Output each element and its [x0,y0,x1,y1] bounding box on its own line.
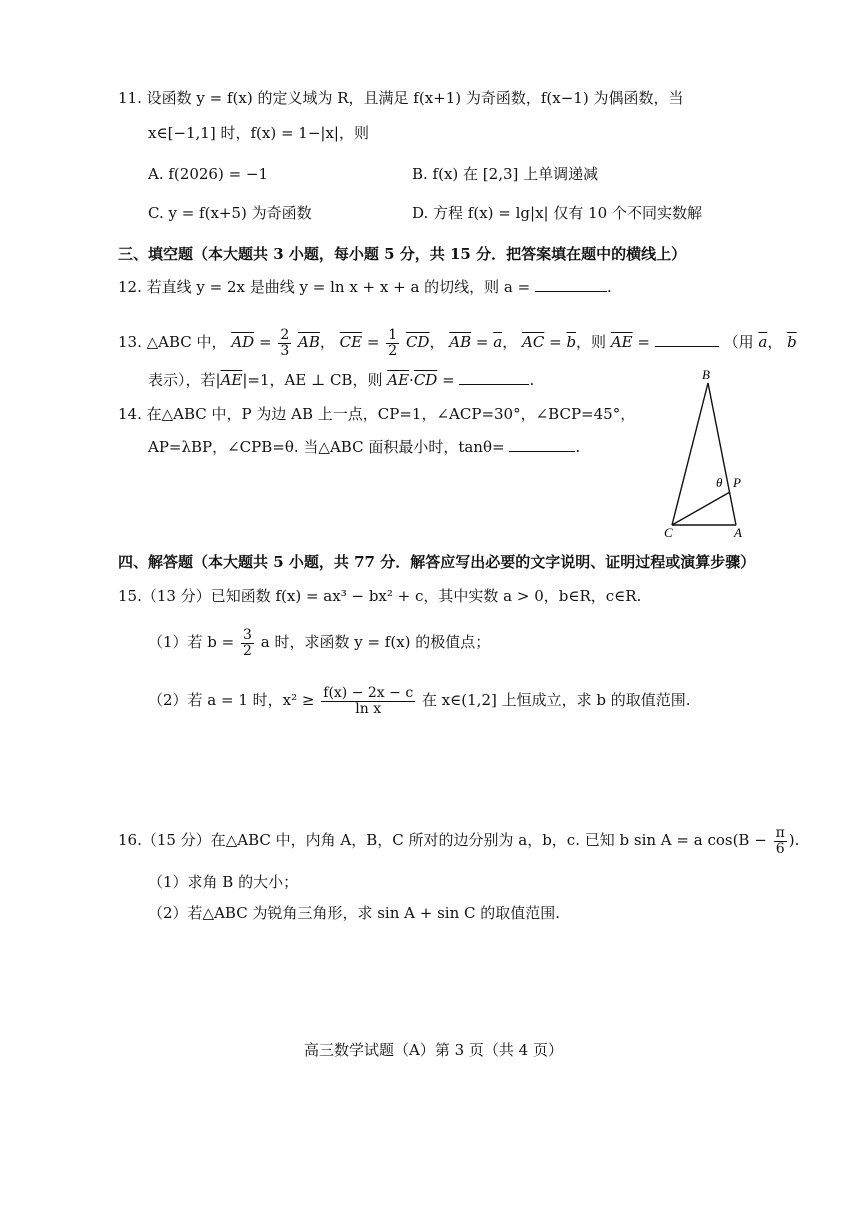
q13-eq-c: = [475,333,489,351]
q13-hint: （用 [723,333,754,351]
q13-frac1-num: 2 [280,326,290,343]
q16-pi-den: 6 [775,840,785,857]
q13-frac1-den: 3 [280,342,290,359]
q13-frac-two-thirds [278,328,291,359]
q13-line1: 13. △ABC 中， $\overline{AD}$ = $\frac{2}{3}$ $\overline{AB}$， $\overline{CE}$ = $\frac{1}{2}$ $\overline{CD}$， $\overline{AB} = \overline{a}$， $\overline{AC} = \overline{b}$，则 $\overline{AE}$ = （用 $\overline{a}$， $\overline{b}$ [118,326,797,359]
q13-label: 13. △ABC 中， [118,333,227,351]
q13-eq-d: = [549,333,562,351]
q16-part1: （1）求角 B 的大小； [148,873,299,891]
q15-p2-post: 在 x∈(1,2] 上恒成立，求 b 的取值范围. [421,691,691,709]
q14-answer-blank [509,437,575,452]
figure-label-b: B [702,367,710,382]
section3-heading: 三、填空题（本大题共 3 小题，每小题 5 分，共 15 分．把答案填在题中的横线上） [118,245,687,263]
q15-part1 [148,622,490,662]
q13-vec-b: $\overline{b}$ [566,333,577,351]
q15-frac-inequality [321,686,415,717]
q15-p2-num: f(x) − 2x − c [323,684,414,701]
page-footer: 高三数学试题（A）第 3 页（共 4 页） [304,1041,563,1059]
q14-line1: 14. 在△ABC 中，P 为边 AB 上一点，CP=1，∠ACP=30°，∠BCP=45°， [118,405,636,423]
q13-frac2-num: 1 [388,326,398,343]
q13-then: ，则 [576,333,607,351]
q11-option-b: B. f(x) 在 [2,3] 上单调递减 [412,165,599,183]
q15-part2 [148,680,691,720]
q13-vec-ae: $\overline{AE}$ [610,333,633,351]
q14-end: . [575,438,581,456]
q12 [118,277,612,297]
figure-label-p: P [733,475,741,490]
q13-vec-ac: $\overline{AC}$ [521,333,545,351]
figure-side-ba [708,383,736,525]
q13-eq-e: = [637,333,650,351]
q13-frac-one-half [386,328,399,359]
figure-label-c: C [664,525,673,540]
q13-eq2: = [442,371,455,389]
q13-line2-a: 表示），若| [148,371,221,389]
figure-segment-cp [672,492,730,525]
q13-hint-b: $\overline{b}$ [787,333,797,351]
q13-eq-b: = [366,333,380,351]
q13-vec-ad: $\overline{AD}$ [231,333,255,351]
q11-option-a: A. f(2026) = −1 [148,165,269,183]
q15-frac-three-halves [241,628,254,659]
q13-frac2-den: 2 [388,342,398,359]
q16-frac-pi-sixth [774,826,787,857]
q16-part2: （2）若△ABC 为锐角三角形，求 sin A + sin C 的取值范围. [148,904,561,922]
q15-stem: 15.（13 分）已知函数 f(x) = ax³ − bx² + c，其中实数 a > 0，b∈R，c∈R. [118,587,642,605]
q13-vec-ae-abs: $\overline{AE}$ [220,371,243,389]
q13-end: . [529,371,535,389]
q13-vec-a: $\overline{a}$ [493,333,503,351]
q13-dot: · [409,371,414,389]
q13-vec-ab2: $\overline{AB}$ [449,333,472,351]
q16-pi-num: π [775,824,785,841]
section4-heading: 四、解答题（本大题共 5 小题，共 77 分．解答应写出必要的文字说明、证明过程或演算步骤） [118,553,756,571]
q16-stem-post: ). [788,831,800,849]
q11-stem-line2: x∈[−1,1] 时，f(x) = 1−|x|，则 [148,124,369,142]
q13-eq: = [258,333,272,351]
q15-p1-pre: （1）若 b = [148,633,235,651]
q16-stem-pre: 16.（15 分）在△ABC 中，内角 A，B，C 所对的边分别为 a，b，c. 已知 b sin A = a cos(B − [118,831,767,849]
q13-blank-2 [459,370,529,385]
q11-stem-line1: 11. 设函数 y = f(x) 的定义域为 R，且满足 f(x+1) 为奇函数，f(x−1) 为偶函数，当 [118,89,684,107]
q13-hint-a: $\overline{a}$ [758,333,768,351]
figure-side-bc [672,383,708,525]
q15-p1-num: 3 [243,626,252,643]
q13-vec-ae2: $\overline{AE}$ [387,371,410,389]
q11-option-c: C. y = f(x+5) 为奇函数 [148,204,312,222]
figure-label-theta: θ [716,475,723,490]
triangle-figure [660,365,760,540]
q13-line2 [148,370,534,390]
q13-line2-b: |=1，AE ⊥ CB，则 [242,371,383,389]
q16-stem [118,820,799,860]
q12-text: 12. 若直线 y = 2x 是曲线 y = ln x + x + a 的切线，则 a = [118,278,531,296]
q13-vec-ab: $\overline{AB}$ [298,333,320,351]
q13-vec-cd2: $\overline{CD}$ [413,371,438,389]
q11-option-d: D. 方程 f(x) = lg|x| 仅有 10 个不同实数解 [412,204,702,222]
q15-p1-post: a 时，求函数 y = f(x) 的极值点； [260,633,491,651]
q13-vec-cd: $\overline{CD}$ [405,333,430,351]
q14-line2-text: AP=λBP，∠CPB=θ. 当△ABC 面积最小时，tanθ= [148,438,505,456]
q14-line2 [148,437,580,457]
figure-label-a: A [734,525,742,540]
q15-p2-den: ln x [355,700,382,717]
q12-answer-blank [535,277,607,292]
q13-blank-1 [655,332,719,347]
q15-p1-den: 2 [243,642,252,659]
q12-end: . [606,278,612,296]
q15-p2-pre: （2）若 a = 1 时，x² ≥ [148,691,315,709]
q13-vec-ce: $\overline{CE}$ [339,333,363,351]
